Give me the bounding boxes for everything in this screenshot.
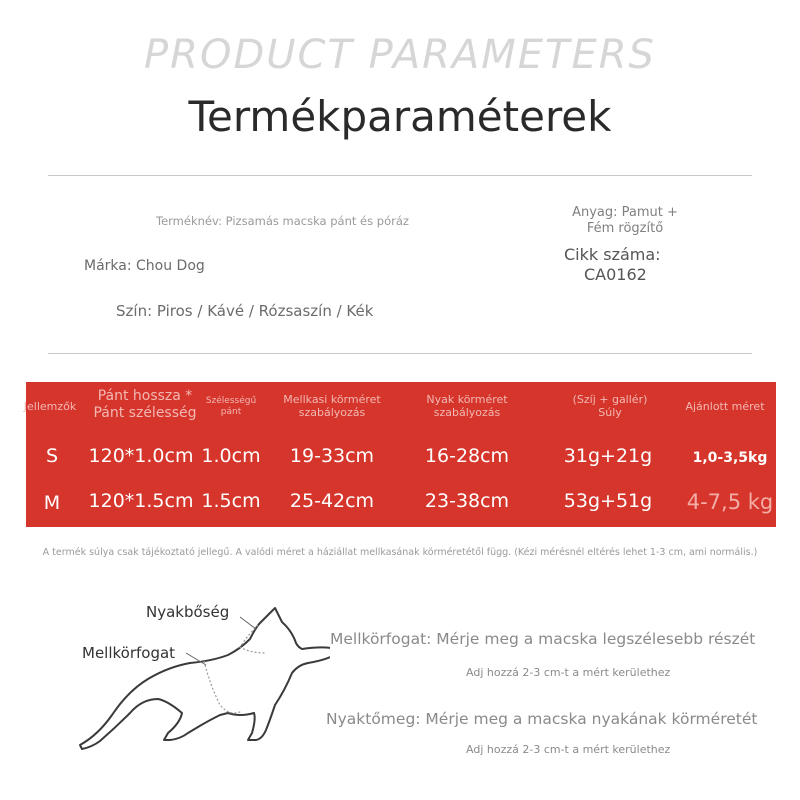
colors-info: Szín: Piros / Kávé / Rózsaszín / Kék — [116, 302, 374, 320]
table-row-s-neck: 16-28cm — [424, 445, 510, 467]
item-code-label: Cikk száma: — [564, 245, 661, 264]
header-neck-line1: Nyak körméret — [426, 393, 508, 406]
table-row-s-width: 1.0cm — [201, 445, 261, 467]
neck-instruction-sub: Adj hozzá 2-3 cm-t a mért kerülethez — [466, 743, 671, 756]
chest-instruction-sub: Adj hozzá 2-3 cm-t a mért kerülethez — [466, 666, 671, 679]
item-code — [564, 245, 661, 285]
header-chest-line2: szabályozás — [298, 406, 366, 419]
table-row-s-size: S — [45, 445, 59, 467]
table-header-weight — [550, 393, 670, 419]
header-weight-line2: Súly — [598, 406, 622, 419]
material-line2: Fém rögzítő — [586, 221, 664, 236]
table-row-s-chest: 19-33cm — [289, 445, 375, 467]
material-line1: Anyag: Pamut + — [572, 205, 678, 220]
table-header-width — [200, 396, 262, 418]
header-length-line1: Pánt hossza * — [97, 388, 193, 404]
header-neck-line2: szabályozás — [433, 406, 501, 419]
table-header-size: Jellemzők — [23, 400, 77, 413]
english-title: PRODUCT PARAMETERS — [144, 32, 656, 78]
table-row-s-weight: 31g+21g — [563, 445, 653, 467]
table-row-m-neck: 23-38cm — [424, 490, 510, 512]
neck-pointer — [240, 617, 256, 629]
weight-note: A termék súlya csak tájékoztató jellegű. A valódi méret a háziállat mellkasának körméretétől függ. (Kézi mérésnél eltérés lehet 1-3 cm, ami normális.) — [42, 547, 758, 558]
header-chest-line1: Mellkasi körméret — [283, 393, 381, 406]
brand: Márka: Chou Dog — [84, 258, 205, 274]
table-row-m-length: 120*1.5cm — [88, 490, 194, 512]
table-header-recommended: Ajánlott méret — [685, 400, 765, 413]
table-header-neck — [405, 393, 529, 419]
item-code-value: CA0162 — [584, 265, 647, 284]
table-row-m-weight: 53g+51g — [563, 490, 653, 512]
table-header-length — [80, 388, 210, 422]
table-row-m-recommended: 4-7,5 kg — [686, 490, 774, 514]
cat-outline — [80, 608, 330, 749]
page-title: Termékparaméterek — [188, 92, 612, 141]
table-row-m-width: 1.5cm — [201, 490, 261, 512]
header-length-line2: Pánt szélesség — [93, 405, 197, 421]
table-header-chest — [270, 393, 394, 419]
header-width-line1: Szélességű — [205, 396, 257, 406]
header-weight-line1: (Szíj + gallér) — [572, 393, 648, 406]
neck-label: Nyakbőség — [146, 603, 230, 621]
product-name: Terméknév: Pizsamás macska pánt és póráz — [156, 214, 409, 228]
table-row-s-recommended: 1,0-3,5kg — [692, 450, 768, 466]
middle-divider — [48, 353, 752, 354]
chest-measure-line — [204, 661, 242, 713]
neck-measure-line — [240, 625, 266, 653]
chest-label: Mellkörfogat — [82, 644, 176, 662]
table-row-m-size: M — [43, 492, 61, 514]
top-divider — [48, 175, 752, 176]
table-row-s-length: 120*1.0cm — [88, 445, 194, 467]
neck-instruction: Nyaktőmeg: Mérje meg a macska nyakának körméretét — [326, 710, 758, 728]
header-width-line2: pánt — [220, 407, 242, 417]
table-row-m-chest: 25-42cm — [289, 490, 375, 512]
material-info — [560, 205, 690, 237]
chest-instruction: Mellkörfogat: Mérje meg a macska legszélesebb részét — [330, 630, 756, 648]
